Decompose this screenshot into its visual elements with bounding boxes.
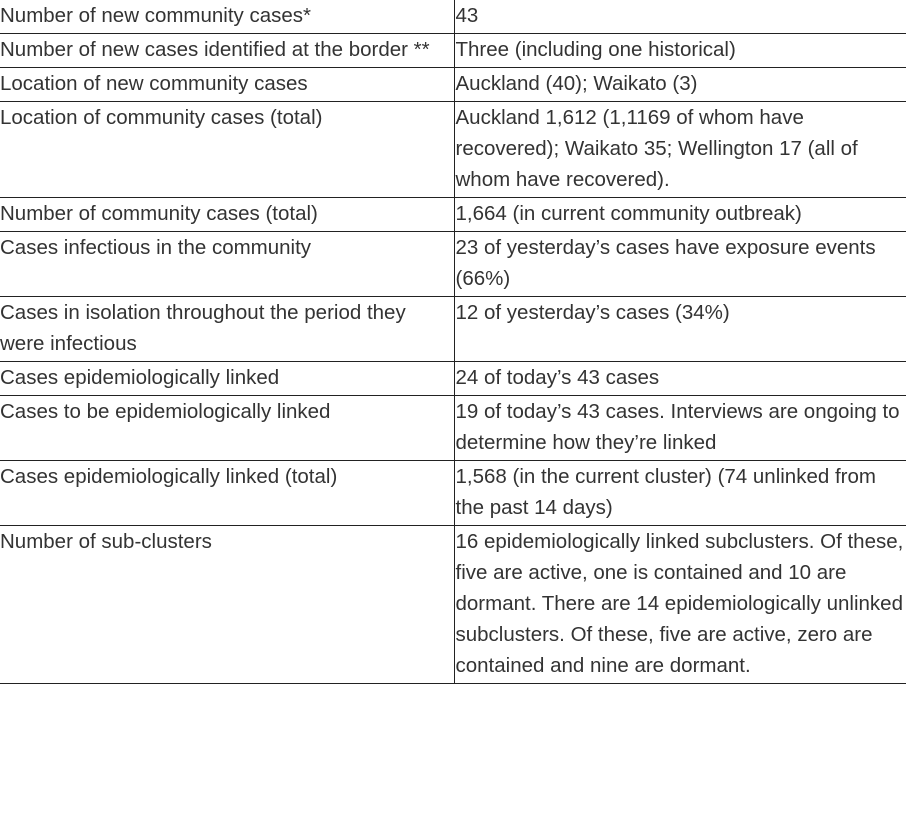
row-value: 23 of yesterday’s cases have exposure events (66%)	[454, 232, 906, 297]
table-row-location-total	[0, 102, 906, 198]
row-label: Number of new community cases*	[0, 4, 312, 27]
table-row-new-community-cases	[0, 0, 906, 34]
row-label: Location of community cases (total)	[0, 106, 323, 129]
row-value: 1,568 (in the current cluster) (74 unlinked from the past 14 days)	[454, 461, 906, 526]
row-label: Number of new cases identified at the border **	[0, 38, 430, 61]
table-row-infectious-in-community	[0, 232, 906, 297]
table-row-in-isolation	[0, 297, 906, 362]
row-label: Cases infectious in the community	[0, 236, 312, 259]
table-row-sub-clusters	[0, 526, 906, 684]
row-value: 12 of yesterday’s cases (34%)	[454, 297, 906, 362]
table-row-epi-linked	[0, 362, 906, 396]
row-label: Cases epidemiologically linked (total)	[0, 465, 338, 488]
table-row-epi-linked-total	[0, 461, 906, 526]
table-row-border-cases	[0, 34, 906, 68]
table-row-location-new-cases	[0, 68, 906, 102]
row-value: 1,664 (in current community outbreak)	[454, 198, 906, 232]
row-label: Location of new community cases	[0, 72, 308, 95]
row-label: Cases to be epidemiologically linked	[0, 400, 331, 423]
row-value: Auckland 1,612 (1,1169 of whom have recovered); Waikato 35; Wellington 17 (all of whom have recovered).	[454, 102, 906, 198]
table-row-to-be-linked	[0, 396, 906, 461]
row-value: 24 of today’s 43 cases	[454, 362, 906, 396]
row-value: 19 of today’s 43 cases. Interviews are ongoing to determine how they’re linked	[454, 396, 906, 461]
row-label: Cases epidemiologically linked	[0, 366, 280, 389]
row-value: 43	[454, 0, 906, 34]
row-label: Number of sub-clusters	[0, 530, 212, 553]
row-label: Cases in isolation throughout the period they were infectious	[0, 301, 406, 355]
row-value: Three (including one historical)	[454, 34, 906, 68]
table-row-community-cases-total	[0, 198, 906, 232]
row-value: Auckland (40); Waikato (3)	[454, 68, 906, 102]
row-label: Number of community cases (total)	[0, 202, 318, 225]
row-value: 16 epidemiologically linked subclusters. Of these, five are active, one is contained and 10 are dormant. There are 14 epidemiologically unlinked subclusters. Of these, five are active, zero are contained and nine are dormant.	[454, 526, 906, 684]
